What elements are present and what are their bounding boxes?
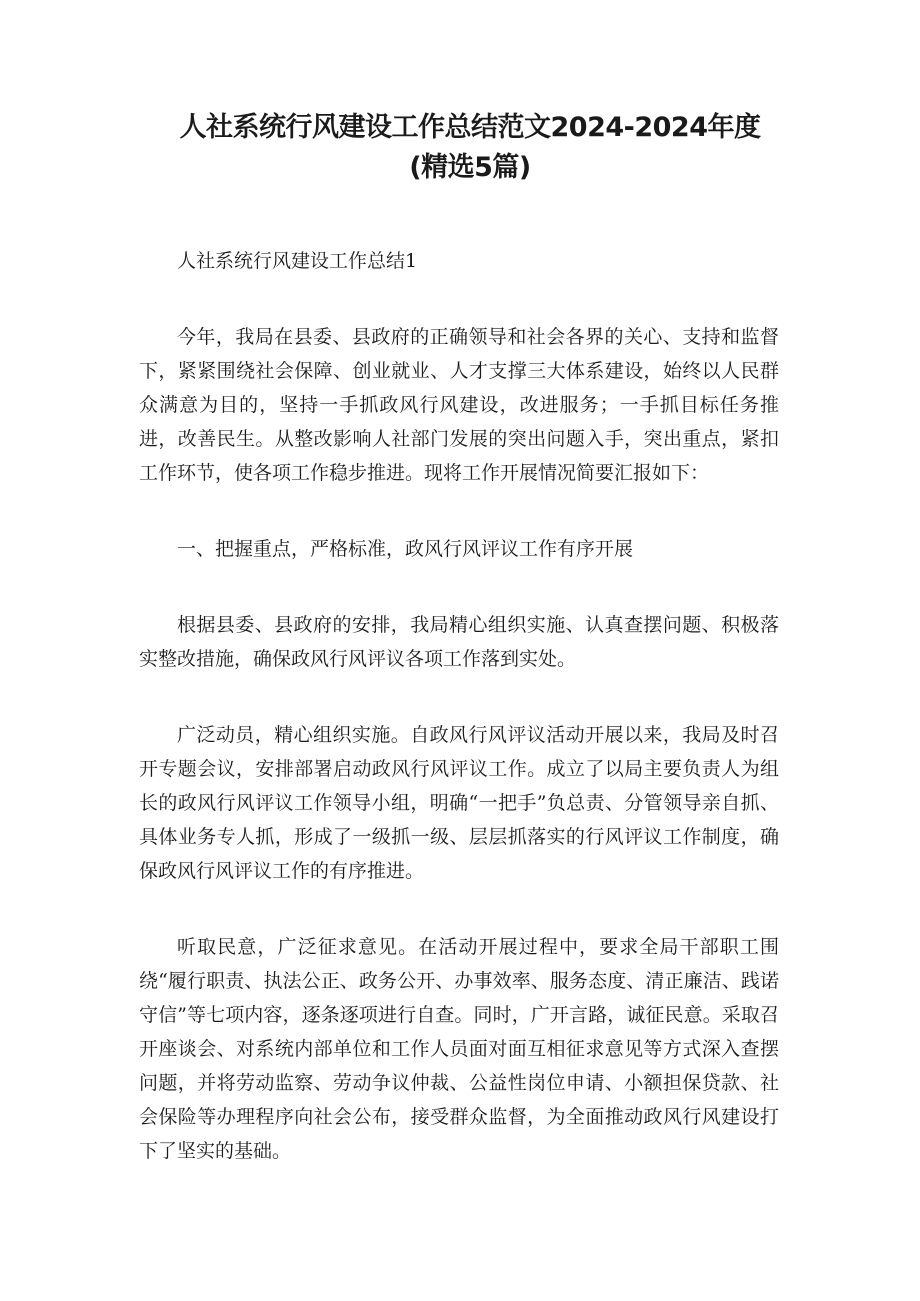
document-body — [139, 244, 779, 1210]
section-heading: 人社系统行风建设工作总结1 — [177, 250, 418, 272]
document-title: 人社系统行风建设工作总结范文2024-2024年度(精选5篇) — [179, 112, 761, 183]
body-paragraph: 广泛动员，精心组织实施。自政风行风评议活动开展以来，我局及时召开专题会议，安排部署启动政风行风评议工作。成立了以局主要负责人为组长的政风行风评议工作领导小组，明确“一把手”负总责、分管领导亲自抓、具体业务专人抓，形成了一级抓一级、层层抓落实的行风评议工作制度，确保政风行风评议工作的有序推进。 — [139, 724, 779, 882]
body-paragraph: 根据县委、县政府的安排，我局精心组织实施、认真查摆问题、积极落实整改措施，确保政风行风评议各项工作落到实处。 — [139, 614, 779, 670]
body-paragraph: 听取民意，广泛征求意见。在活动开展过程中，要求全局干部职工围绕“履行职责、执法公正、政务公开、办事效率、服务态度、清正廉洁、践诺守信”等七项内容，逐条逐项进行自查。同时，广开言路，诚征民意。采取召开座谈会、对系统内部单位和工作人员面对面互相征求意见等方式深入查摆问题，并将劳动监察、劳动争议仲裁、公益性岗位申请、小额担保贷款、社会保险等办理程序向社会公布，接受群众监督，为全面推动政风行风建设打下了坚实的基础。 — [139, 936, 779, 1162]
body-paragraph: 今年，我局在县委、县政府的正确领导和社会各界的关心、支持和监督下，紧紧围绕社会保障、创业就业、人才支撑三大体系建设，始终以人民群众满意为目的，坚持一手抓政风行风建设，改进服务；一手抓目标任务推进，改善民生。从整改影响人社部门发展的突出问题入手，突出重点，紧扣工作环节，使各项工作稳步推进。现将工作开展情况简要汇报如下： — [139, 326, 779, 484]
section-heading: 一、把握重点，严格标准，政风行风评议工作有序开展 — [177, 538, 634, 560]
